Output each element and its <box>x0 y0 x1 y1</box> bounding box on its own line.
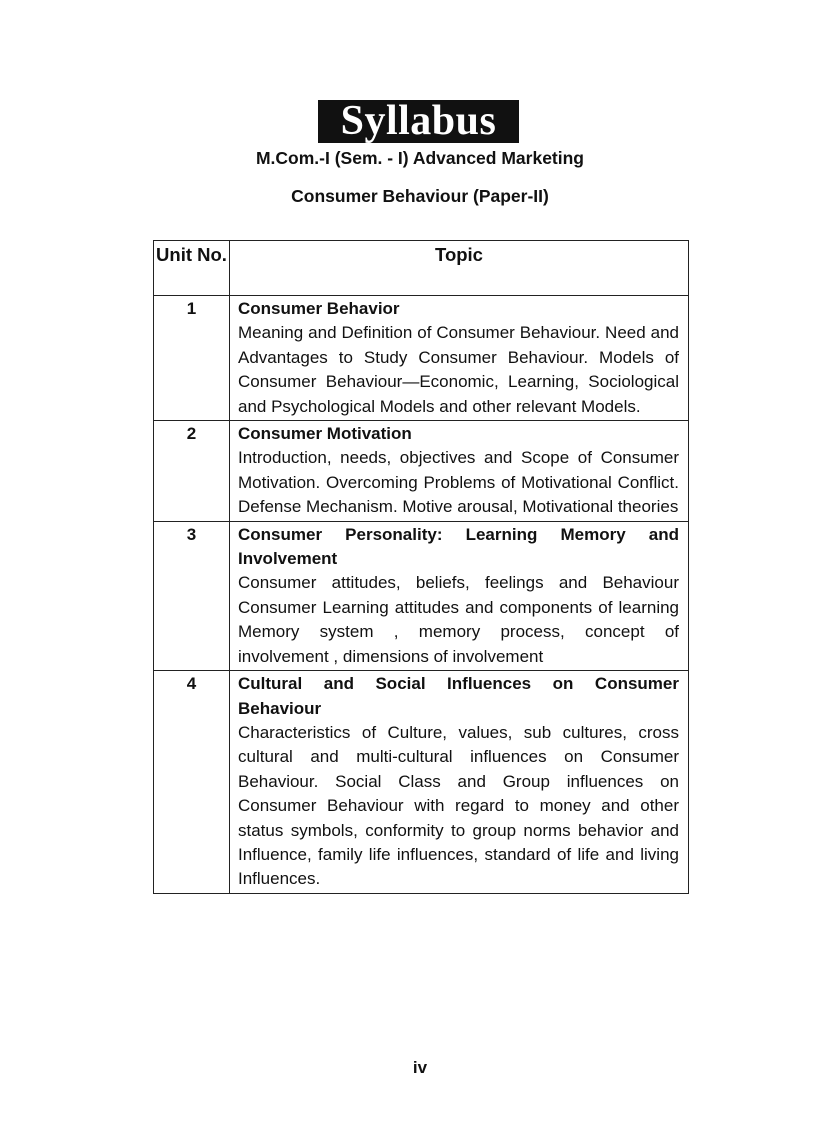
topic-cell <box>230 296 689 421</box>
table-header-row <box>154 241 689 296</box>
column-header-unit: Unit No. <box>154 241 230 296</box>
page-number: iv <box>412 1058 428 1077</box>
course-subtitle: M.Com.-I (Sem. - I) Advanced Marketing <box>255 148 584 168</box>
table-row <box>154 521 689 670</box>
syllabus-table <box>153 240 689 894</box>
topic-title: Cultural and Social Influences on Consumer Behaviour <box>238 674 679 718</box>
table-row <box>154 671 689 894</box>
topic-body: Characteristics of Culture, values, sub cultures, cross cultural and multi-cultural influences on Consumer Behaviour. Social Class and Group influences on Consumer Behaviour with regard to money and other status symbols, conformity to group norms behavior and Influence, family life influences, standard of life and living Influences. <box>238 722 679 889</box>
topic-body: Consumer attitudes, beliefs, feelings and Behaviour Consumer Learning attitudes and components of learning Memory system , memory process, concept of involvement , dimensions of involvement <box>238 573 679 666</box>
table-row <box>154 296 689 421</box>
topic-title: Consumer Behavior <box>238 299 400 318</box>
unit-number: 4 <box>154 671 230 894</box>
paper-title: Consumer Behaviour (Paper-II) <box>291 186 549 206</box>
table-row <box>154 421 689 522</box>
topic-body: Meaning and Definition of Consumer Behaviour. Need and Advantages to Study Consumer Behaviour. Models of Consumer Behaviour—Economic, Learning, Sociological and Psychological Models and other relevant Models. <box>238 323 679 416</box>
unit-number: 3 <box>154 521 230 670</box>
topic-cell <box>230 521 689 670</box>
topic-cell <box>230 421 689 522</box>
topic-cell <box>230 671 689 894</box>
topic-title: Consumer Motivation <box>238 424 412 444</box>
unit-number: 2 <box>154 421 230 522</box>
topic-body: Introduction, needs, objectives and Scope of Consumer Motivation. Overcoming Problems of Motivational Conflict. Defense Mechanism. Motive arousal, Motivational theories <box>238 448 679 517</box>
column-header-topic: Topic <box>230 241 689 296</box>
topic-title: Consumer Personality: Learning Memory and Involvement <box>238 524 679 569</box>
syllabus-banner: Syllabus <box>318 100 519 143</box>
unit-number: 1 <box>154 296 230 421</box>
